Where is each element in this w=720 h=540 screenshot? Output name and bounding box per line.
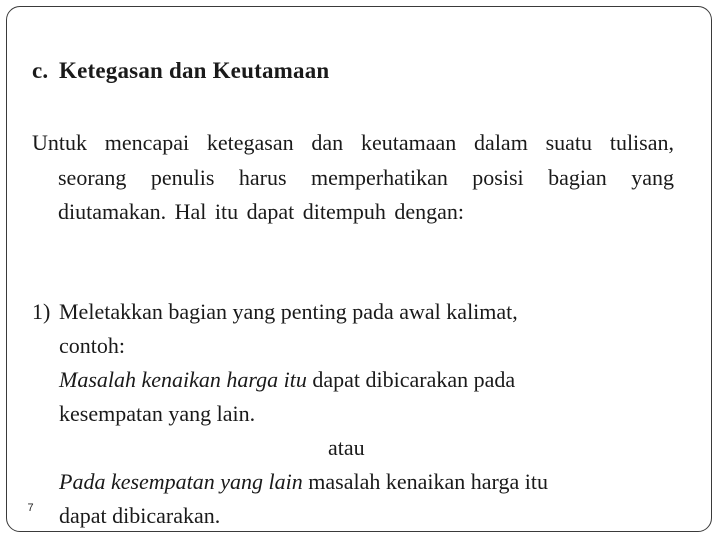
- title-marker: c.: [32, 58, 49, 83]
- point-number: 1): [32, 299, 51, 324]
- example-1: [32, 363, 682, 397]
- page-number-badge: 7: [19, 497, 42, 520]
- example-1-emphasis: Masalah kenaikan harga itu: [59, 367, 307, 392]
- slide-title: [32, 58, 329, 84]
- example-2-rest: masalah kenaikan harga itu: [302, 469, 548, 494]
- example-1-continuation: kesempatan yang lain.: [59, 401, 256, 426]
- example-2-emphasis: Pada kesempatan yang lain: [59, 469, 303, 494]
- title-text: Ketegasan dan Keutamaan: [59, 58, 330, 83]
- example-1-rest: dapat dibicarakan pada: [306, 367, 516, 392]
- example-label: contoh:: [59, 333, 125, 358]
- example-2: [32, 465, 682, 499]
- intro-paragraph: Untuk mencapai ketegasan dan keutamaan dalam suatu tulisan, seorang penulis harus memperhatikan posisi bagian yang diutamakan. Hal itu dapat ditempuh dengan:: [32, 130, 674, 224]
- numbered-point: [32, 295, 682, 533]
- point-line: [32, 295, 682, 329]
- separator-atau: atau: [328, 435, 365, 460]
- point-text: Meletakkan bagian yang penting pada awal kalimat,: [59, 299, 518, 324]
- example-2-continuation: dapat dibicarakan.: [59, 503, 221, 528]
